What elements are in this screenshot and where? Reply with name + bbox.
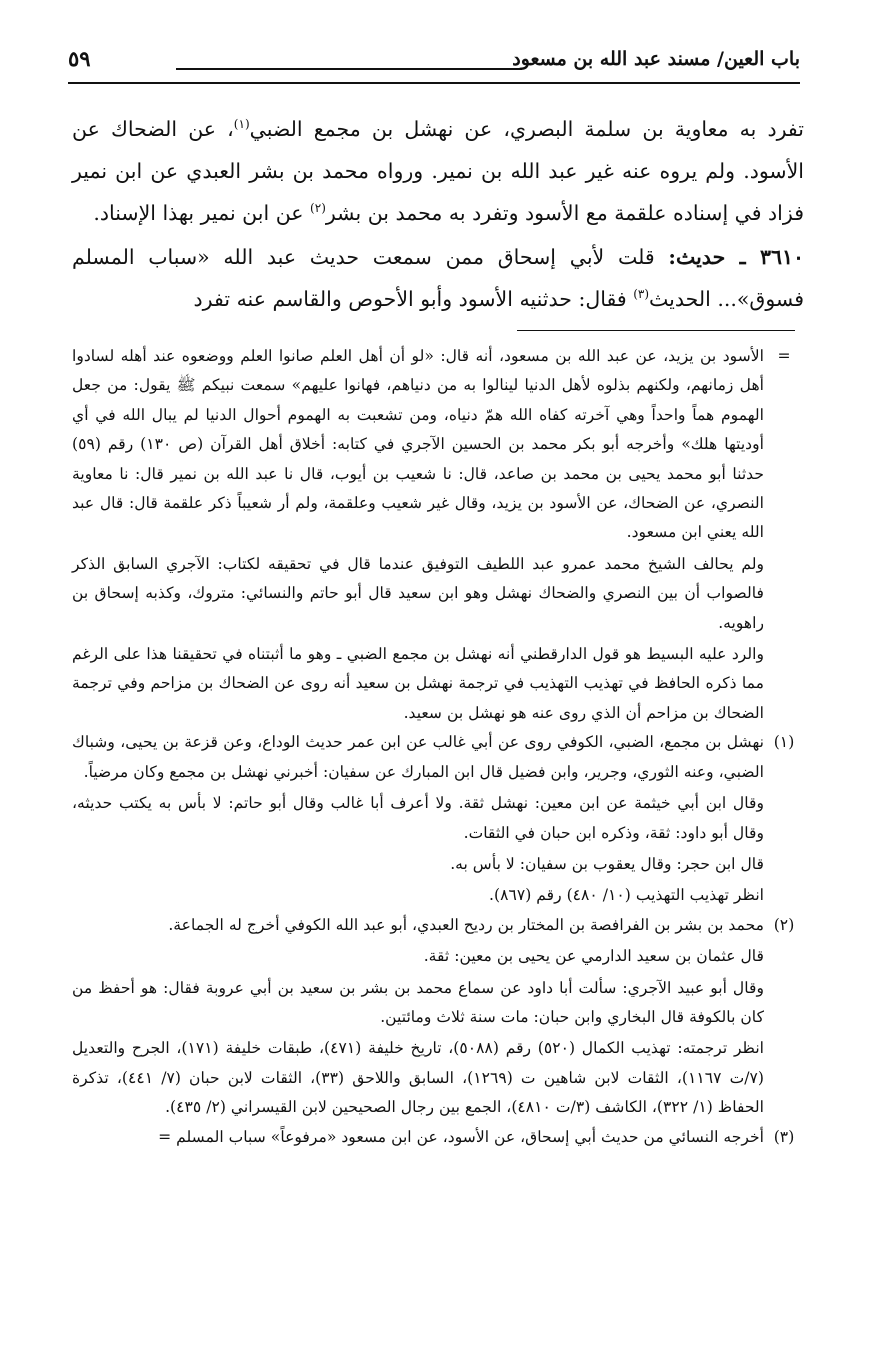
running-header xyxy=(68,42,800,84)
hadith-text: قلت لأبي إسحاق ممن سمعت حديث عبد الله «سباب المسلم فسوق»... الحديث xyxy=(72,245,804,311)
footnote-paragraph: وقال أبو عبيد الآجري: سألت أبا داود عن سماع محمد بن بشر بن سعيد بن أبي عروبة فقال: هو أحفظ من كان بالكوفة قال البخاري وابن حبان: مات سنة ثلاث ومائتين. xyxy=(72,978,764,1026)
footnote-continuation xyxy=(72,342,804,728)
hadith-text-end: فقال: حدثنيه الأسود وأبو الأحوص والقاسم عنه تفرد xyxy=(193,287,634,311)
footnote-body xyxy=(72,911,764,1123)
footnote-paragraph: وقال ابن أبي خيثمة عن ابن معين: نهشل ثقة. ولا أعرف أبا غالب وقال أبو حاتم: لا بأس به يكتب حديثه، وقال أبو داود: ثقة، وذكره ابن حبان في الثقات. xyxy=(72,794,764,842)
main-text-span: عن ابن نمير بهذا الإسناد. xyxy=(93,201,311,225)
footnote-body xyxy=(72,1123,764,1152)
footnote-divider xyxy=(517,330,795,331)
header-dash-line xyxy=(176,68,522,70)
footnote-paragraph: أخرجه النسائي من حديث أبي إسحاق، عن الأسود، عن ابن مسعود «مرفوعاً» سباب المسلم = xyxy=(158,1127,764,1146)
hadith-number: ٣٦١٠ ـ حديث: xyxy=(668,245,805,269)
footnote-ref-3[interactable]: (٣) xyxy=(633,287,650,302)
page-number: ٥٩ xyxy=(68,46,91,71)
footnote-paragraph: انظر تهذيب التهذيب (١٠/ ٤٨٠) رقم (٨٦٧). xyxy=(489,886,764,905)
footnote-ref-1[interactable]: (١) xyxy=(233,117,250,132)
main-text-span: ، عن الضحاك عن الأسود. ولم يروه عنه غير عبد الله بن نمير. ورواه محمد بن بشر العبدي عن ابن نمير فزاد في إسناده علقمة مع الأسود وتفرد به محمد بن بشر xyxy=(72,117,804,225)
footnotes xyxy=(72,342,804,1152)
footnote-paragraph: الأسود بن يزيد، عن عبد الله بن مسعود، أنه قال: «لو أن أهل العلم صانوا العلم ووضعوه عند أهله لسادوا أهل زمانهم، ولكنهم بذلوه لأهل الدنيا لينالوا به من دنياهم، فهانوا عليهم» سمعت نبيكم ﷺ يقول: من جعل الهموم هماً واحداً وهي آخرته كفاه الله همّ دنياه، ومن تشعبت به الهموم أحوال الدنيا لم يبال الله في أي أوديتها هلك» وأخرجه أبو بكر محمد بن الحسين الآجري في كتابه: أخلاق أهل القرآن (ص ١٣٠) رقم (٥٩) حدثنا أبو محمد يحيى بن محمد بن صاعد، قال: نا شعيب بن أيوب، قال نا عبد الله بن نمير قال: نا معاوية النصري، عن الضحاك، عن الأسود بن يزيد، وقال غير شعيب وعلقمة، ولم أر شعيباً ذكر علقمة قال: قال عبد الله يعني ابن مسعود. xyxy=(72,347,764,542)
footnote-paragraph: انظر ترجمته: تهذيب الكمال (٥٢٠) رقم (٥٠٨٨)، تاريخ خليفة (٤٧١)، طبقات خليفة (١٧١)، الجرح والتعديل (٧/ت ١١٦٧)، الثقات لابن شاهين ت (١٢٦٩)، السابق واللاحق (٣٣)، الثقات لابن حبان (٧/ ٤٤١)، تذكرة الحفاظ (١/ ٣٢٢)، الكاشف (٣/ت ٤٨١٠)، الجمع بين رجال الصحيحين لابن القيسراني (٢/ ٤٣٥). xyxy=(72,1039,765,1117)
footnote-ref-2[interactable]: (٢) xyxy=(310,201,326,216)
header-title: باب العين/ مسند عبد الله بن مسعود xyxy=(512,48,800,70)
hadith-paragraph xyxy=(72,236,804,320)
footnote-body xyxy=(72,342,764,728)
footnote-marker: = xyxy=(777,347,791,365)
footnote-2 xyxy=(72,911,804,1123)
main-text-span: تفرد به معاوية بن سلمة البصري، عن نهشل بن مجمع الضبي xyxy=(249,117,804,141)
footnote-marker: (١) xyxy=(773,733,795,752)
footnote-marker: (٢) xyxy=(773,915,795,934)
header-rule xyxy=(68,82,800,84)
footnote-paragraph: قال عثمان بن سعيد الدارمي عن يحيى بن معين: ثقة. xyxy=(423,947,764,966)
main-paragraph xyxy=(72,108,804,234)
footnote-paragraph: نهشل بن مجمع، الضبي، الكوفي روى عن أبي غالب عن ابن عمر حديث الوداع، وعن قزعة بن يحيى، وشباك الضبي، وعنه الثوري، وجرير، وابن فضيل قال ابن المبارك عن سفيان: أخبرني نهشل بن مجمع وكان مرضياً. xyxy=(72,733,764,781)
footnote-body xyxy=(72,728,764,910)
footnote-paragraph: ولم يحالف الشيخ محمد عمرو عبد اللطيف التوفيق عندما قال في تحقيقه لكتاب: الآجري السابق الذكر فالصواب أن بين النصري والضحاك نهشل وهو ابن سعيد قال أبو حاتم والنسائي: متروك، وكذبه إسحاق بن راهويه. xyxy=(72,554,764,632)
footnote-paragraph: محمد بن بشر بن الفرافصة بن المختار بن رديح العبدي، أبو عبد الله الكوفي أخرج له الجماعة. xyxy=(168,915,764,934)
footnote-paragraph: قال ابن حجر: وقال يعقوب بن سفيان: لا بأس به. xyxy=(450,854,764,873)
footnote-1 xyxy=(72,728,804,910)
footnote-marker: (٣) xyxy=(773,1127,795,1146)
main-text xyxy=(72,108,804,320)
footnote-3 xyxy=(72,1123,804,1152)
footnote-paragraph: والرد عليه البسيط هو قول الدارقطني أنه نهشل بن مجمع الضبي ـ وهو ما أثبتناه في تحقيقنا هذا على الرغم مما ذكره الحافظ في تهذيب التهذيب في ترجمة نهشل بن سعيد أنه روى عن الضحاك بن مزاحم وفي ترجمة الضحاك بن مزاحم أن الذي روى عنه هو نهشل بن سعيد. xyxy=(72,645,764,722)
